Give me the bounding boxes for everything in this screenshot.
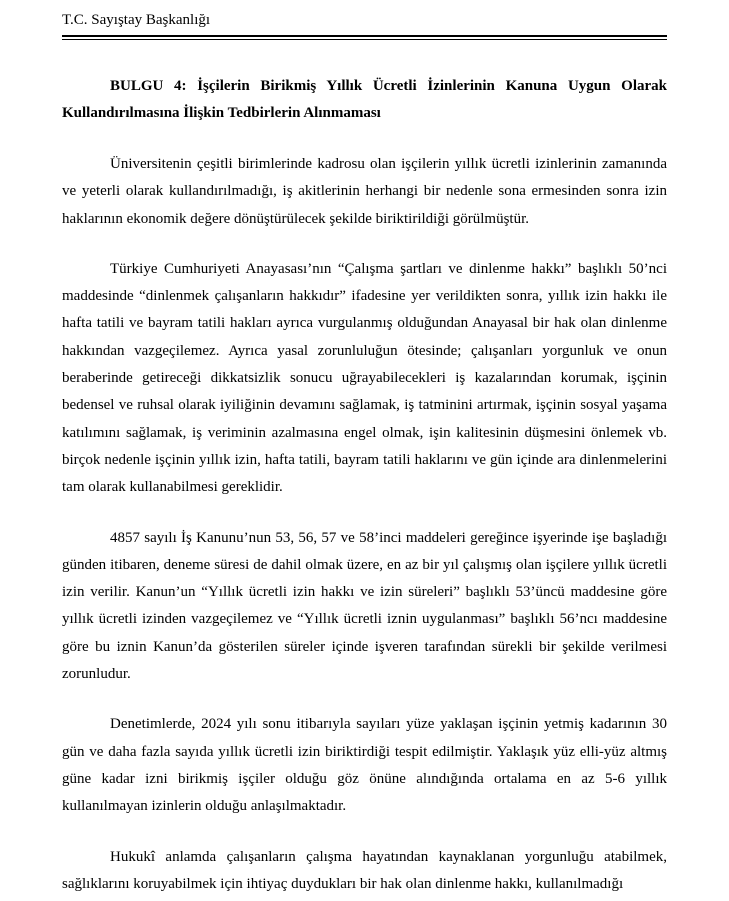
finding-heading: BULGU 4: İşçilerin Birikmiş Yıllık Ücretli İzinlerinin Kanuna Uygun Olarak Kullandırılmasına İlişkin Tedbirlerin Alınmaması (62, 78, 667, 121)
paragraph-2: Türkiye Cumhuriyeti Anayasası’nın “Çalışma şartları ve dinlenme hakkı” başlıklı 50’nci maddesinde “dinlenmek çalışanların hakkıdır” ifadesine yer verildikten sonra, yıllık izin hakkı ile hafta tatili ve bayram tatili hakları ayrıca vurgulanmış olduğundan Anayasal bir hak olan dinlenme hakkından vazgeçilemez. Ayrıca yasal zorunluluğun ötesinde; çalışanları yorgunluk ve onun beraberinde getireceği dikkatsizlik sonucu uğrayabilecekleri iş kazalarından korumak, işçinin bedensel ve ruhsal olarak iyiliğinin devamını sağlamak, iş tatminini artırmak, işçinin sosyal yaşama katılımını sağlamak, iş veriminin azalmasına engel olmak, işin kalitesinin düşmesini önlemek vb. birçok nedenle işçinin yıllık izin, hafta tatili, bayram tatili haklarını ve gün içinde ara dinlenmelerini tam olarak kullanabilmesi gereklidir. (62, 260, 667, 496)
document-body (62, 73, 667, 898)
paragraph-4: Denetimlerde, 2024 yılı sonu itibarıyla sayıları yüze yaklaşan işçinin yetmiş kadarının 30 gün ve daha fazla sayıda yıllık ücretli izin biriktirdiği tespit edilmiştir. Yaklaşık yüz elli-yüz altmış güne kadar izni birikmiş işçiler olduğu göz önüne alındığında ortalama en az 5-6 yıllık kullanılmayan izinlerin olduğu anlaşılmaktadır. (62, 716, 667, 815)
paragraph-1: Üniversitenin çeşitli birimlerinde kadrosu olan işçilerin yıllık ücretli izinlerinin zamanında ve yeterli olarak kullandırılmadığı, iş akitlerinin herhangi bir nedenle sona ermesinden sonra izin haklarının ekonomik değere dönüştürülecek şekilde biriktirildiği görülmüştür. (62, 156, 667, 227)
paragraph-5: Hukukî anlamda çalışanların çalışma hayatından kaynaklanan yorgunluğu atabilmek, sağlıklarını koruyabilmek için ihtiyaç duydukları bir hak olan dinlenme hakkı, kullanılmadığı (62, 848, 667, 892)
header-divider-thick (62, 35, 667, 37)
page-header-title: T.C. Sayıştay Başkanlığı (62, 12, 211, 28)
paragraph-3: 4857 sayılı İş Kanunu’nun 53, 56, 57 ve 58’inci maddeleri gereğince işyerinde işe başladığı günden itibaren, deneme süresi de dahil olmak üzere, en az bir yıl çalışmış olan işçilere yıllık ücretli izin verilir. Kanun’un “Yıllık ücretli izin hakkı ve izin süreleri” başlıklı 53’üncü maddesine göre yıllık ücretli izinden vazgeçilemez ve “Yıllık ücretli iznin uygulanması” başlıklı 56’ncı maddesine göre bu iznin Kanun’da gösterilen süreler içinde işveren tarafından sürekli bir şekilde verilmesi zorunludur. (62, 529, 667, 683)
header-divider-thin (62, 39, 667, 40)
